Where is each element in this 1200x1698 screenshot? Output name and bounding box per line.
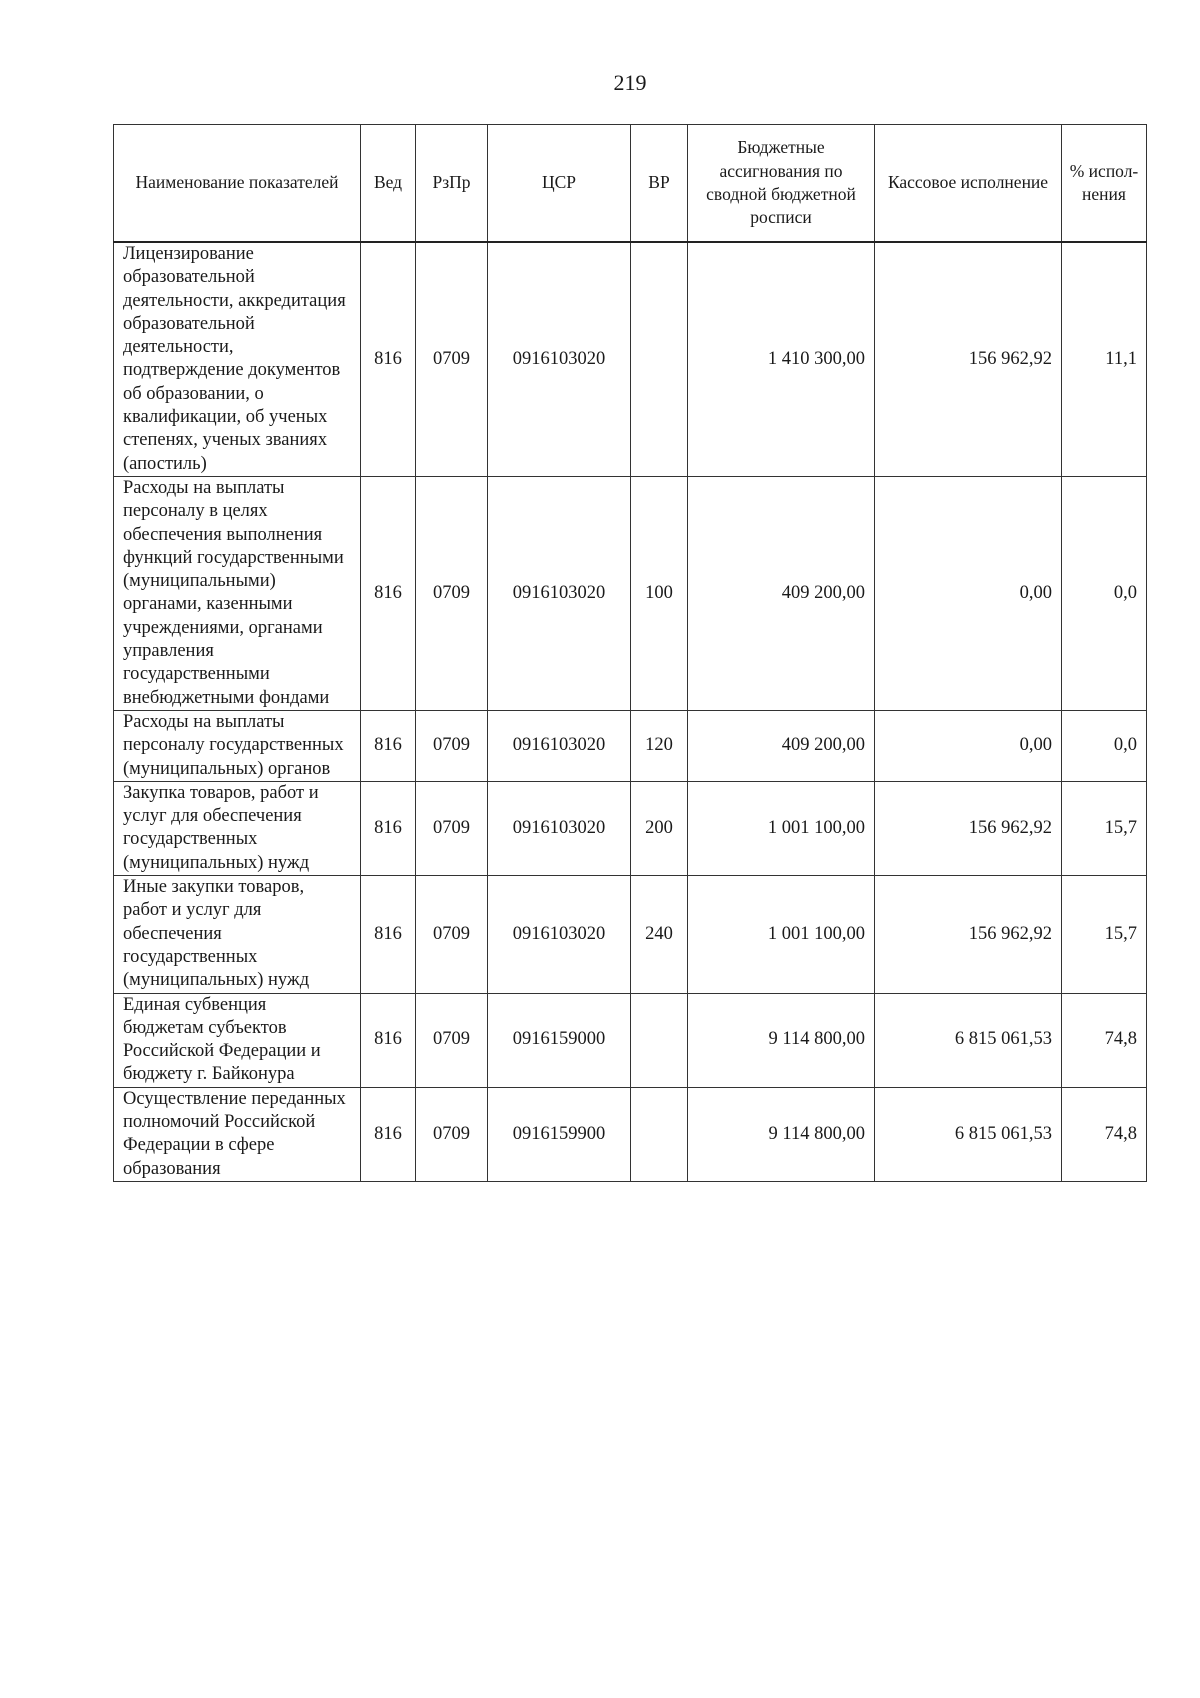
cell-vr: [631, 242, 688, 476]
cell-ved: 816: [361, 781, 416, 875]
table-row: [114, 993, 1147, 1087]
header-csr: ЦСР: [488, 125, 631, 243]
cell-vr: [631, 993, 688, 1087]
cell-plan: 9 114 800,00: [688, 993, 875, 1087]
cell-pct: 11,1: [1062, 242, 1147, 476]
cell-rzpr: 0709: [416, 993, 488, 1087]
header-pct: % испол-нения: [1062, 125, 1147, 243]
cell-name: Иные закупки товаров, работ и услуг для обеспечения государственных (муниципальных) нужд: [114, 876, 361, 993]
cell-name: Закупка товаров, работ и услуг для обеспечения государственных (муниципальных) нужд: [114, 781, 361, 875]
cell-name: Лицензирование образовательной деятельности, аккредитация образовательной деятельности, подтверждение документов об образовании, о квалификации, об ученых степенях, ученых званиях (апостиль): [114, 242, 361, 476]
cell-rzpr: 0709: [416, 242, 488, 476]
cell-exec: 6 815 061,53: [875, 993, 1062, 1087]
table-header-row: [114, 125, 1147, 243]
cell-name: Расходы на выплаты персоналу государственных (муниципальных) органов: [114, 710, 361, 781]
header-name: Наименование показателей: [114, 125, 361, 243]
cell-vr: 200: [631, 781, 688, 875]
cell-pct: 15,7: [1062, 781, 1147, 875]
cell-ved: 816: [361, 242, 416, 476]
cell-csr: 0916103020: [488, 710, 631, 781]
cell-rzpr: 0709: [416, 1087, 488, 1181]
table-row: [114, 476, 1147, 710]
cell-ved: 816: [361, 710, 416, 781]
cell-csr: 0916159900: [488, 1087, 631, 1181]
header-vr: ВР: [631, 125, 688, 243]
cell-plan: 1 001 100,00: [688, 876, 875, 993]
cell-csr: 0916103020: [488, 781, 631, 875]
cell-vr: 100: [631, 476, 688, 710]
cell-pct: 0,0: [1062, 476, 1147, 710]
cell-pct: 74,8: [1062, 993, 1147, 1087]
header-plan: Бюджетные ассигнования по сводной бюджетной росписи: [688, 125, 875, 243]
cell-exec: 156 962,92: [875, 781, 1062, 875]
cell-rzpr: 0709: [416, 710, 488, 781]
cell-pct: 15,7: [1062, 876, 1147, 993]
cell-exec: 0,00: [875, 710, 1062, 781]
header-rzpr: РзПр: [416, 125, 488, 243]
table-row: [114, 781, 1147, 875]
cell-name: Осуществление переданных полномочий Российской Федерации в сфере образования: [114, 1087, 361, 1181]
budget-execution-table: [113, 124, 1147, 1182]
header-exec: Кассовое исполнение: [875, 125, 1062, 243]
cell-vr: 120: [631, 710, 688, 781]
cell-ved: 816: [361, 993, 416, 1087]
table-row: [114, 1087, 1147, 1181]
cell-csr: 0916103020: [488, 876, 631, 993]
cell-vr: 240: [631, 876, 688, 993]
cell-name: Единая субвенция бюджетам субъектов Российской Федерации и бюджету г. Байконура: [114, 993, 361, 1087]
cell-rzpr: 0709: [416, 781, 488, 875]
cell-csr: 0916103020: [488, 476, 631, 710]
cell-plan: 1 410 300,00: [688, 242, 875, 476]
cell-exec: 0,00: [875, 476, 1062, 710]
cell-plan: 1 001 100,00: [688, 781, 875, 875]
cell-rzpr: 0709: [416, 876, 488, 993]
table-row: [114, 876, 1147, 993]
table-row: [114, 710, 1147, 781]
cell-csr: 0916159000: [488, 993, 631, 1087]
cell-csr: 0916103020: [488, 242, 631, 476]
cell-ved: 816: [361, 1087, 416, 1181]
cell-ved: 816: [361, 876, 416, 993]
header-ved: Вед: [361, 125, 416, 243]
cell-exec: 156 962,92: [875, 242, 1062, 476]
cell-plan: 409 200,00: [688, 476, 875, 710]
cell-vr: [631, 1087, 688, 1181]
page-number: 219: [613, 70, 647, 95]
cell-rzpr: 0709: [416, 476, 488, 710]
cell-exec: 156 962,92: [875, 876, 1062, 993]
cell-ved: 816: [361, 476, 416, 710]
cell-pct: 0,0: [1062, 710, 1147, 781]
cell-pct: 74,8: [1062, 1087, 1147, 1181]
cell-plan: 409 200,00: [688, 710, 875, 781]
cell-exec: 6 815 061,53: [875, 1087, 1062, 1181]
cell-name: Расходы на выплаты персоналу в целях обеспечения выполнения функций государственными (муниципальными) органами, казенными учреждениями, органами управления государственными внебюджетными фондами: [114, 476, 361, 710]
cell-plan: 9 114 800,00: [688, 1087, 875, 1181]
table-row: [114, 242, 1147, 476]
